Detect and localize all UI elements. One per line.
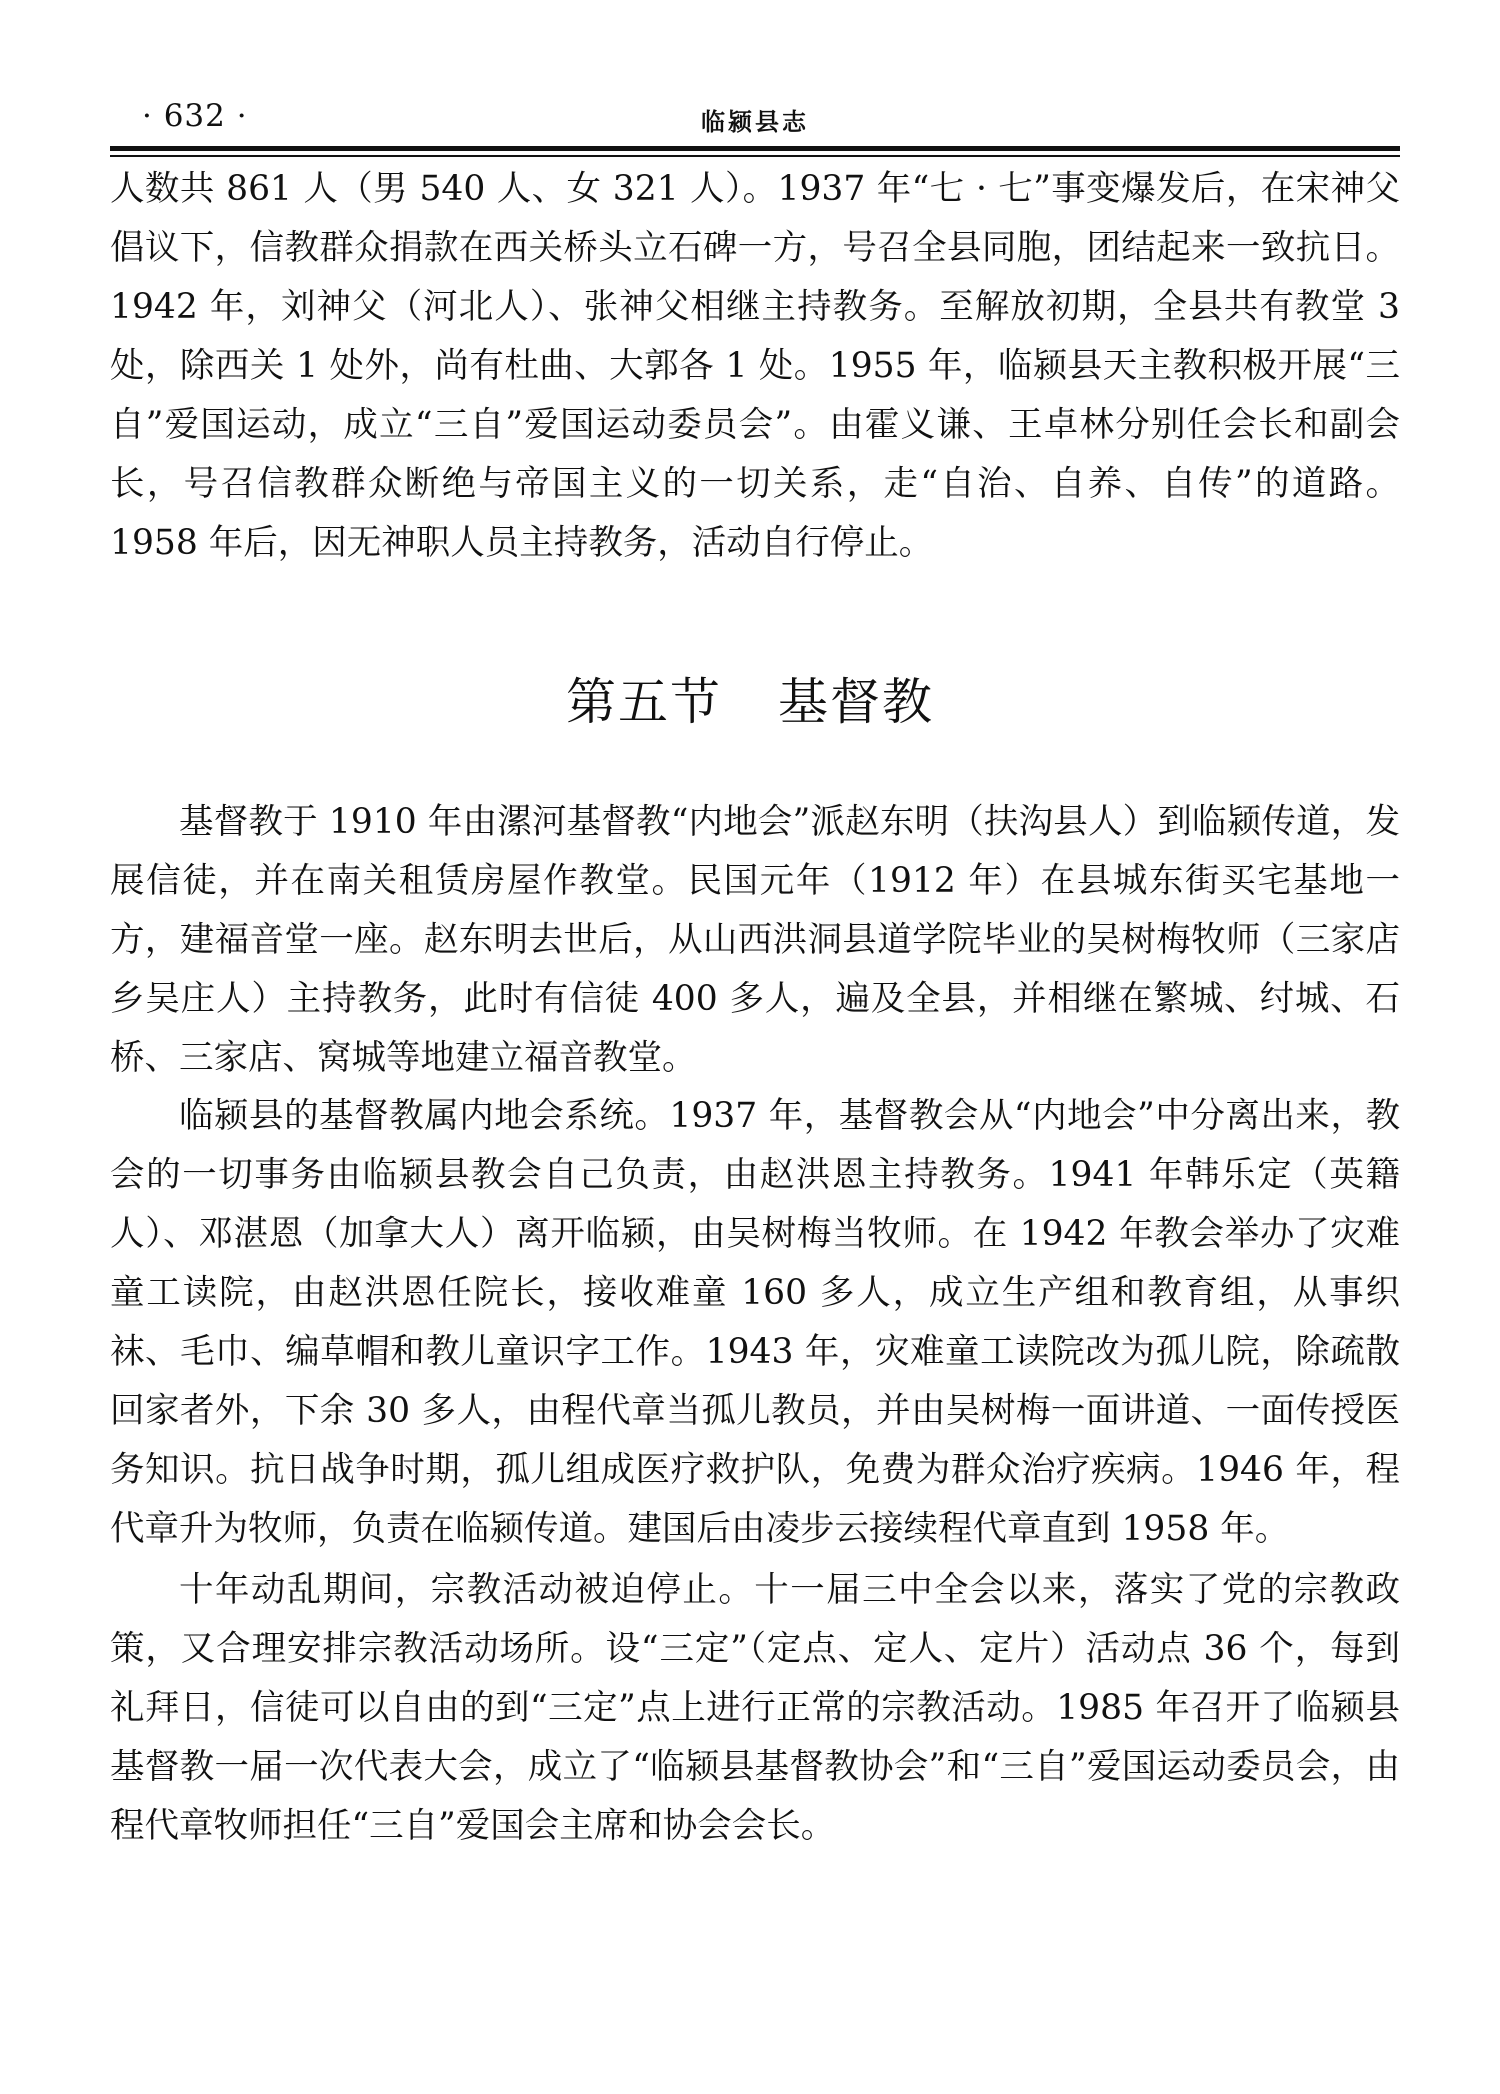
- page-number: · 632 ·: [142, 98, 248, 134]
- body-paragraph: 十年动乱期间，宗教活动被迫停止。十一届三中全会以来，落实了党的宗教政策，又合理安排宗教活动场所。设“三定”（定点、定人、定片）活动点 36 个，每到礼拜日，信徒可以自由的到“三定”点上进行正常的宗教活动。1985 年召开了临颍县基督教一届一次代表大会，成立了“临颍县基督教协会”和“三自”爱国运动委员会，由程代章牧师担任“三自”爱国会主席和协会会长。: [110, 1570, 1400, 1846]
- running-header: [110, 92, 1400, 140]
- header-rule-thin: [110, 155, 1400, 157]
- section-number: 第五节: [566, 673, 722, 731]
- section-title-text: 基督教: [778, 673, 934, 731]
- section-heading: [0, 667, 1500, 737]
- body-paragraph: 临颍县的基督教属内地会系统。1937 年，基督教会从“内地会”中分离出来，教会的一切事务由临颍县教会自己负责，由赵洪恩主持教务。1941 年韩乐定（英籍人）、邓湛恩（加拿大人）离开临颍，由吴树梅当牧师。在 1942 年教会举办了灾难童工读院，由赵洪恩任院长，接收难童 160 多人，成立生产组和教育组，从事织袜、毛巾、编草帽和教儿童识字工作。1943 年，灾难童工读院改为孤儿院，除疏散回家者外，下余 30 多人，由程代章当孤儿教员，并由吴树梅一面讲道、一面传授医务知识。抗日战争时期，孤儿组成医疗救护队，免费为群众治疗疾病。1946 年，程代章升为牧师，负责在临颍传道。建国后由凌步云接续程代章直到 1958 年。: [110, 1096, 1400, 1549]
- header-rule-thick: [110, 146, 1400, 151]
- book-title: 临颍县志: [701, 107, 809, 136]
- continued-paragraph: 人数共 861 人（男 540 人、女 321 人）。1937 年“七 · 七”事变爆发后，在宋神父倡议下，信教群众捐款在西关桥头立石碑一方，号召全县同胞，团结起来一致抗日。1942 年，刘神父（河北人）、张神父相继主持教务。至解放初期，全县共有教堂 3 处，除西关 1 处外，尚有杜曲、大郭各 1 处。1955 年，临颍县天主教积极开展“三自”爱国运动，成立“三自”爱国运动委员会”。由霍义谦、王卓林分别任会长和副会长，号召信教群众断绝与帝国主义的一切关系，走“自治、自养、自传”的道路。1958 年后，因无神职人员主持教务，活动自行停止。: [110, 169, 1400, 563]
- body-paragraph: 基督教于 1910 年由漯河基督教“内地会”派赵东明（扶沟县人）到临颍传道，发展信徒，并在南关租赁房屋作教堂。民国元年（1912 年）在县城东街买宅基地一方，建福音堂一座。赵东明去世后，从山西洪洞县道学院毕业的吴树梅牧师（三家店乡吴庄人）主持教务，此时有信徒 400 多人，遍及全县，并相继在繁城、纣城、石桥、三家店、窝城等地建立福音教堂。: [110, 802, 1400, 1078]
